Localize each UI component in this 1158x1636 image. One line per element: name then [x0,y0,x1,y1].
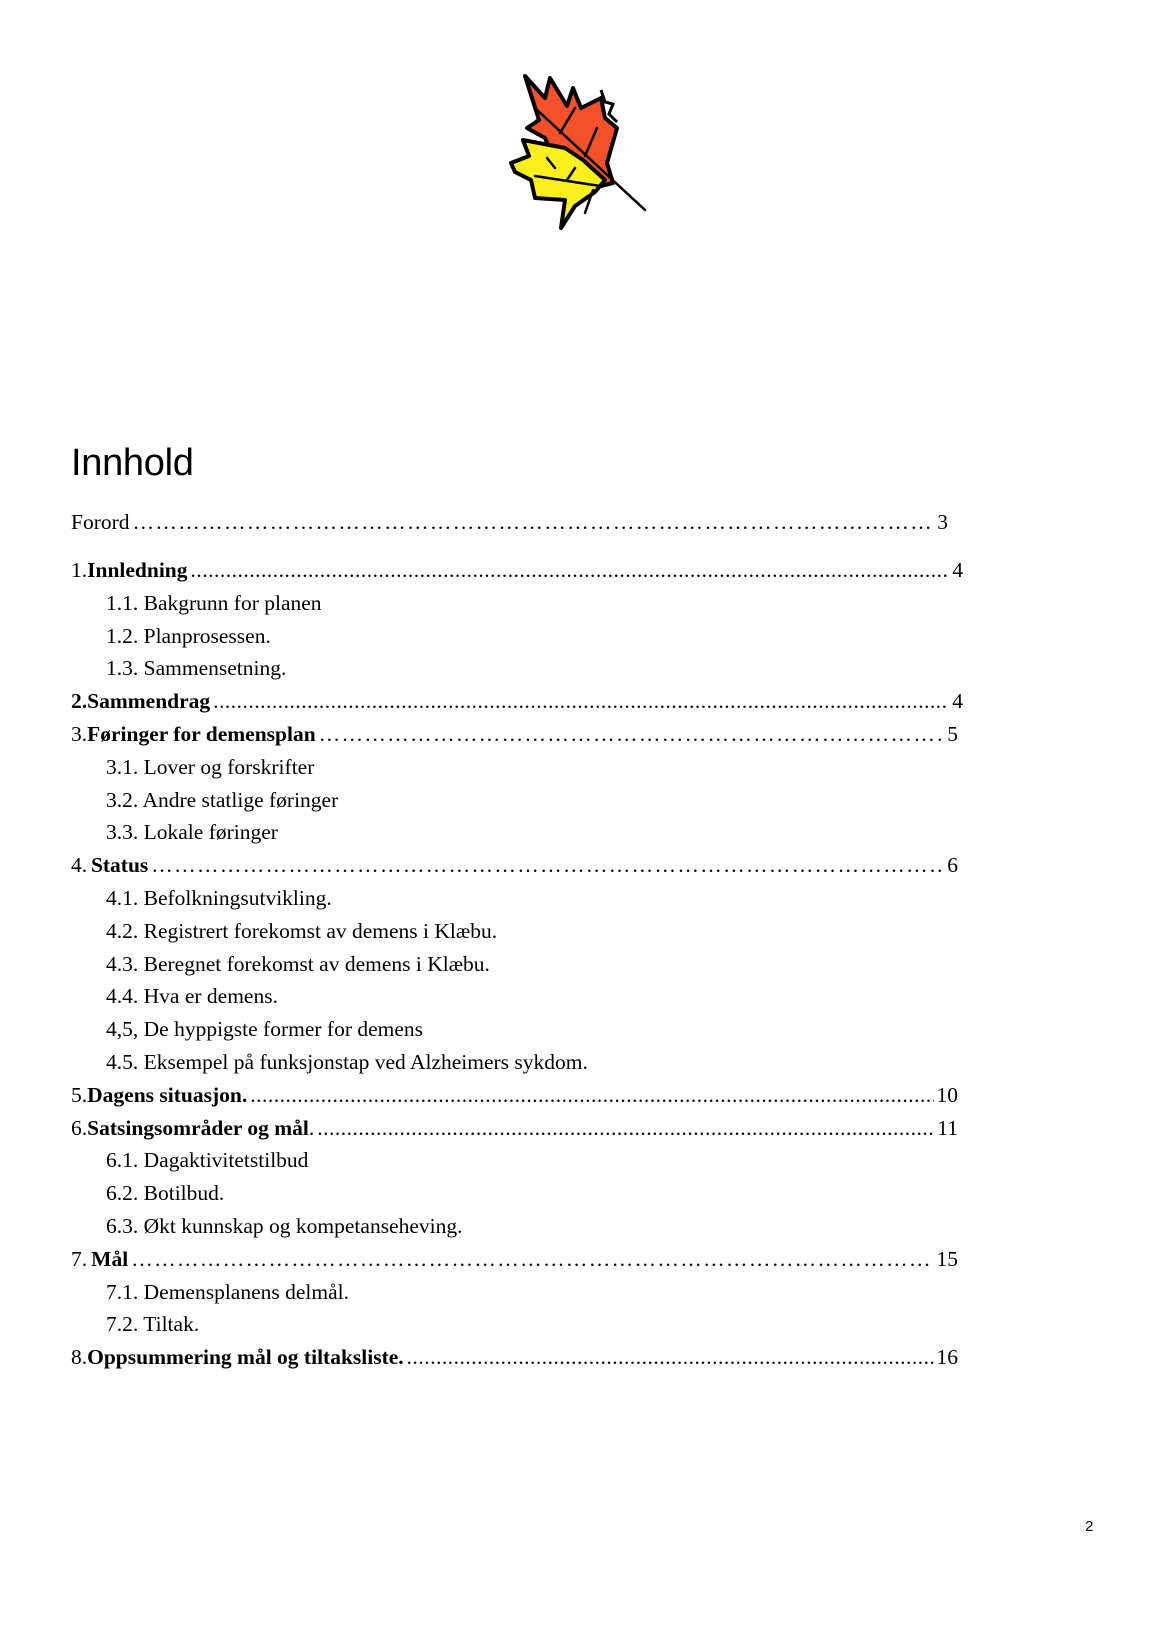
toc-subentry[interactable] [106,1050,588,1080]
toc-subentry[interactable] [106,656,286,686]
toc-entry-number: 3. [71,722,88,746]
toc-subentry[interactable] [106,1280,349,1310]
toc-entry-label: 4,5, De hyppigste former for demens [106,1017,424,1042]
toc-entry-number: 5. [71,1082,88,1107]
toc-subentry[interactable] [106,591,322,621]
toc-entry[interactable] [71,853,958,883]
toc-entry-label: Satsingsområder og mål [87,1115,309,1140]
toc-subentry[interactable] [106,788,338,818]
toc-dot-leader [131,1247,933,1272]
toc-entry[interactable] [71,1083,958,1113]
toc-entry-label: Sammendrag [87,689,211,714]
toc-entry[interactable] [71,510,948,540]
toc-entry-label: Status [90,853,149,878]
toc-entry-number: 6. [71,1115,88,1140]
toc-dot-leader [250,1083,933,1108]
toc-subentry[interactable] [106,1312,199,1342]
toc-entry-number: 7. [71,1246,88,1271]
toc-entry[interactable] [71,1116,958,1146]
toc-entry-number: 1. [71,558,88,582]
toc-entry[interactable] [71,689,963,719]
toc-entry-label: Oppsummering mål og tiltaksliste. [87,1345,404,1370]
toc-page-number: 16 [936,1345,958,1370]
toc-entry-label: 3.3. Lokale føringer [106,820,278,845]
toc-entry-label: Dagens situasjon. [87,1082,248,1107]
toc-entry-label: 6.1. Dagaktivitetstilbud [106,1148,309,1173]
toc-page-number: 4 [952,558,963,582]
toc-entry[interactable] [71,558,963,588]
toc-entry-label: 4.1. Befolkningsutvikling. [106,886,332,910]
toc-entry-label: 7.2. Tiltak. [106,1312,200,1337]
toc-entry-label: Forord [71,510,130,534]
toc-dot-leader [151,853,944,878]
toc-entry-suffix: . [308,1115,315,1140]
toc-entry-label: 4.3. Beregnet forekomst av demens i Klæbu. [106,951,490,976]
toc-entry-label: Føringer for demensplan [87,722,316,746]
toc-page-number: 10 [936,1082,958,1107]
page-number: 2 [1085,1518,1094,1535]
toc-entry[interactable] [71,1247,958,1277]
toc-entry-label: 6.3. Økt kunnskap og kompetanseheving. [106,1214,463,1238]
toc-subentry[interactable] [106,755,314,785]
toc-entry[interactable] [71,722,958,752]
toc-subentry[interactable] [106,1148,308,1178]
toc-entry-number: 4. [71,853,88,878]
toc-subentry[interactable] [106,886,332,916]
toc-entry-label: 4.5. Eksempel på funksjonstap ved Alzheimers sykdom. [106,1050,588,1074]
toc-subentry[interactable] [106,624,271,654]
toc-entry-label: 4.2. Registrert forekomst av demens i Klæbu. [106,918,498,943]
toc-entry-label: 4.4. Hva er demens. [106,984,278,1009]
toc-entry-label: 1.2. Planprosessen. [106,623,271,648]
toc-subentry[interactable] [106,1214,463,1244]
toc-page-number: 15 [936,1246,958,1271]
toc-subentry[interactable] [106,820,278,850]
toc-heading: Innhold [71,442,194,484]
toc-entry-label: 7.1. Demensplanens delmål. [106,1279,350,1304]
toc-dot-leader [317,1116,934,1141]
toc-dot-leader [319,722,945,747]
toc-dot-leader [191,558,950,583]
toc-page-number: 11 [937,1115,958,1140]
toc-page-number: 6 [947,853,958,878]
toc-page-number: 3 [937,510,948,534]
toc-entry-label: 3.1. Lover og forskrifter [106,754,315,779]
maple-leaves-icon [505,68,665,238]
toc-entry-label: 1.1. Bakgrunn for planen [106,590,322,615]
toc-subentry[interactable] [106,1181,224,1211]
toc-dot-leader [133,510,935,535]
toc-page-number: 4 [952,689,963,714]
toc-dot-leader [407,1345,934,1370]
toc-page-number: 5 [947,722,958,746]
toc-entry-number: 2. [71,689,88,714]
toc-entry[interactable] [71,1345,958,1375]
toc-entry-label: 3.2. Andre statlige føringer [106,787,339,812]
toc-subentry[interactable] [106,919,497,949]
toc-entry-label: Innledning [87,558,188,582]
toc-entry-label: 6.2. Botilbud. [106,1181,225,1206]
toc-entry-number: 8. [71,1345,88,1370]
toc-subentry[interactable] [106,984,278,1014]
toc-subentry[interactable] [106,1017,423,1047]
toc-dot-leader [213,689,949,714]
toc-entry-label: Mål [91,1246,129,1271]
toc-entry-label: 1.3. Sammensetning. [106,656,287,681]
toc-subentry[interactable] [106,952,490,982]
